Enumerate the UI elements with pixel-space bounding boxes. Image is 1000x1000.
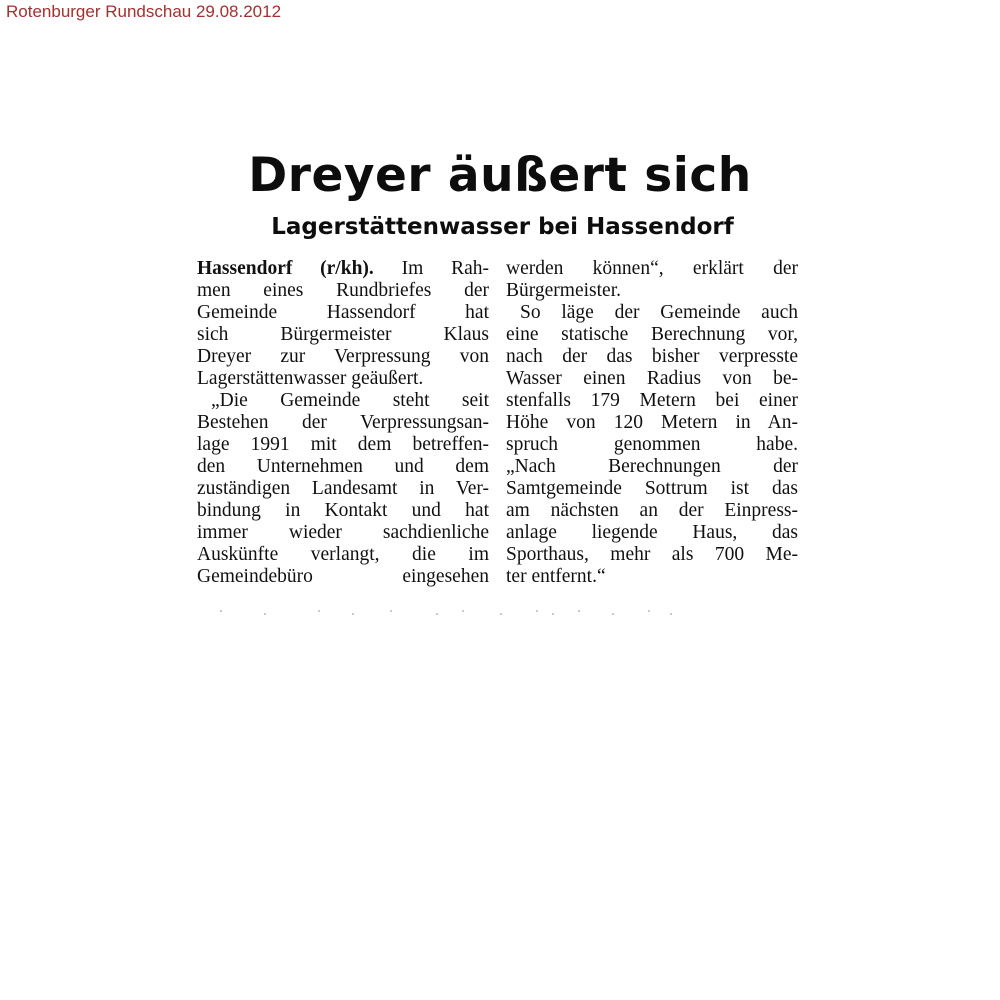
scan-speck <box>436 613 438 615</box>
scan-speck <box>670 613 672 615</box>
scan-speck <box>318 610 320 612</box>
article-text-segment: den Unternehmen und dem <box>197 456 489 477</box>
scan-speck <box>552 613 554 615</box>
article-text-line <box>506 390 798 412</box>
article-text-line <box>197 368 489 390</box>
article-text-line <box>197 544 489 566</box>
scan-speck <box>500 613 502 615</box>
article-text-segment: eine statische Berechnung vor, <box>506 324 798 345</box>
article-text-line <box>506 566 798 588</box>
article-text-segment: „Nach Berechnungen der <box>506 456 798 477</box>
scan-speck <box>390 610 392 612</box>
article-text-segment: spruch genommen habe. <box>506 434 798 455</box>
article-text-segment: sich Bürgermeister Klaus <box>197 324 489 345</box>
article-text-line <box>197 478 489 500</box>
article-column-right <box>506 258 798 588</box>
article-text-line <box>197 280 489 302</box>
article-text-segment: anlage liegende Haus, das <box>506 522 798 543</box>
article-text-line <box>506 456 798 478</box>
article-text-line <box>197 390 489 412</box>
article-text-segment: Dreyer zur Verpressung von <box>197 346 489 367</box>
article-text-line <box>197 412 489 434</box>
article-text-line <box>506 346 798 368</box>
article-column-left <box>197 258 489 588</box>
article-text-line <box>197 434 489 456</box>
article-text-segment: Bestehen der Verpressungsan- <box>197 412 489 433</box>
article-text-line <box>197 258 489 280</box>
article-text-segment: nach der das bisher verpresste <box>506 346 798 367</box>
print-specks <box>200 610 700 620</box>
article-text-segment: Sporthaus, mehr als 700 Me- <box>506 544 798 565</box>
article-text-segment: „Die Gemeinde steht seit <box>211 390 489 411</box>
article-subheadline: Lagerstättenwasser bei Hassendorf <box>271 214 734 240</box>
article-text-line <box>506 280 798 302</box>
article-text-segment: ter entfernt.“ <box>506 566 606 587</box>
article-text-segment: Im Rah- <box>373 258 489 279</box>
article-text-line <box>197 302 489 324</box>
scan-speck <box>264 613 266 615</box>
article-text-segment: zuständigen Landesamt in Ver- <box>197 478 489 499</box>
newspaper-clipping <box>190 140 820 640</box>
scan-speck <box>648 610 650 612</box>
article-text-line <box>506 500 798 522</box>
article-text-line <box>506 368 798 390</box>
article-text-segment: men eines Rundbriefes der <box>197 280 489 301</box>
scan-speck <box>536 610 538 612</box>
article-text-segment: am nächsten an der Einpress- <box>506 500 798 521</box>
article-text-line <box>197 500 489 522</box>
article-text-segment: Höhe von 120 Metern in An- <box>506 412 798 433</box>
scan-speck <box>220 610 222 612</box>
article-text-segment: Bürgermeister. <box>506 280 621 301</box>
article-text-segment: Lagerstättenwasser geäußert. <box>197 368 424 389</box>
article-text-segment: bindung in Kontakt und hat <box>197 500 489 521</box>
article-text-line <box>197 346 489 368</box>
article-text-segment: So läge der Gemeinde auch <box>520 302 798 323</box>
article-text-line <box>506 324 798 346</box>
article-text-line <box>506 302 798 324</box>
scan-speck <box>462 610 464 612</box>
article-text-segment: Auskünfte verlangt, die im <box>197 544 489 565</box>
article-text-segment: Gemeindebüro eingesehen <box>197 566 489 587</box>
article-text-segment: Wasser einen Radius von be- <box>506 368 798 389</box>
article-text-segment: stenfalls 179 Metern bei einer <box>506 390 798 411</box>
article-text-segment: Samtgemeinde Sottrum ist das <box>506 478 798 499</box>
scan-speck <box>612 613 614 615</box>
article-text-line <box>506 258 798 280</box>
article-text-line <box>197 456 489 478</box>
article-text-line <box>506 434 798 456</box>
article-text-line <box>197 324 489 346</box>
article-text-line <box>197 522 489 544</box>
article-text-line <box>197 566 489 588</box>
article-headline: Dreyer äußert sich <box>248 148 752 203</box>
article-text-line <box>506 412 798 434</box>
article-text-segment: lage 1991 mit dem betreffen- <box>197 434 489 455</box>
article-text-segment: werden können“, erklärt der <box>506 258 798 279</box>
article-text-line <box>506 478 798 500</box>
article-text-line <box>506 522 798 544</box>
dateline: Hassendorf (r/kh). <box>197 258 374 279</box>
article-text-segment: Gemeinde Hassendorf hat <box>197 302 489 323</box>
source-caption: Rotenburger Rundschau 29.08.2012 <box>6 2 282 21</box>
scan-speck <box>352 613 354 615</box>
scan-speck <box>578 610 580 612</box>
article-text-segment: immer wieder sachdienliche <box>197 522 489 543</box>
article-text-line <box>506 544 798 566</box>
